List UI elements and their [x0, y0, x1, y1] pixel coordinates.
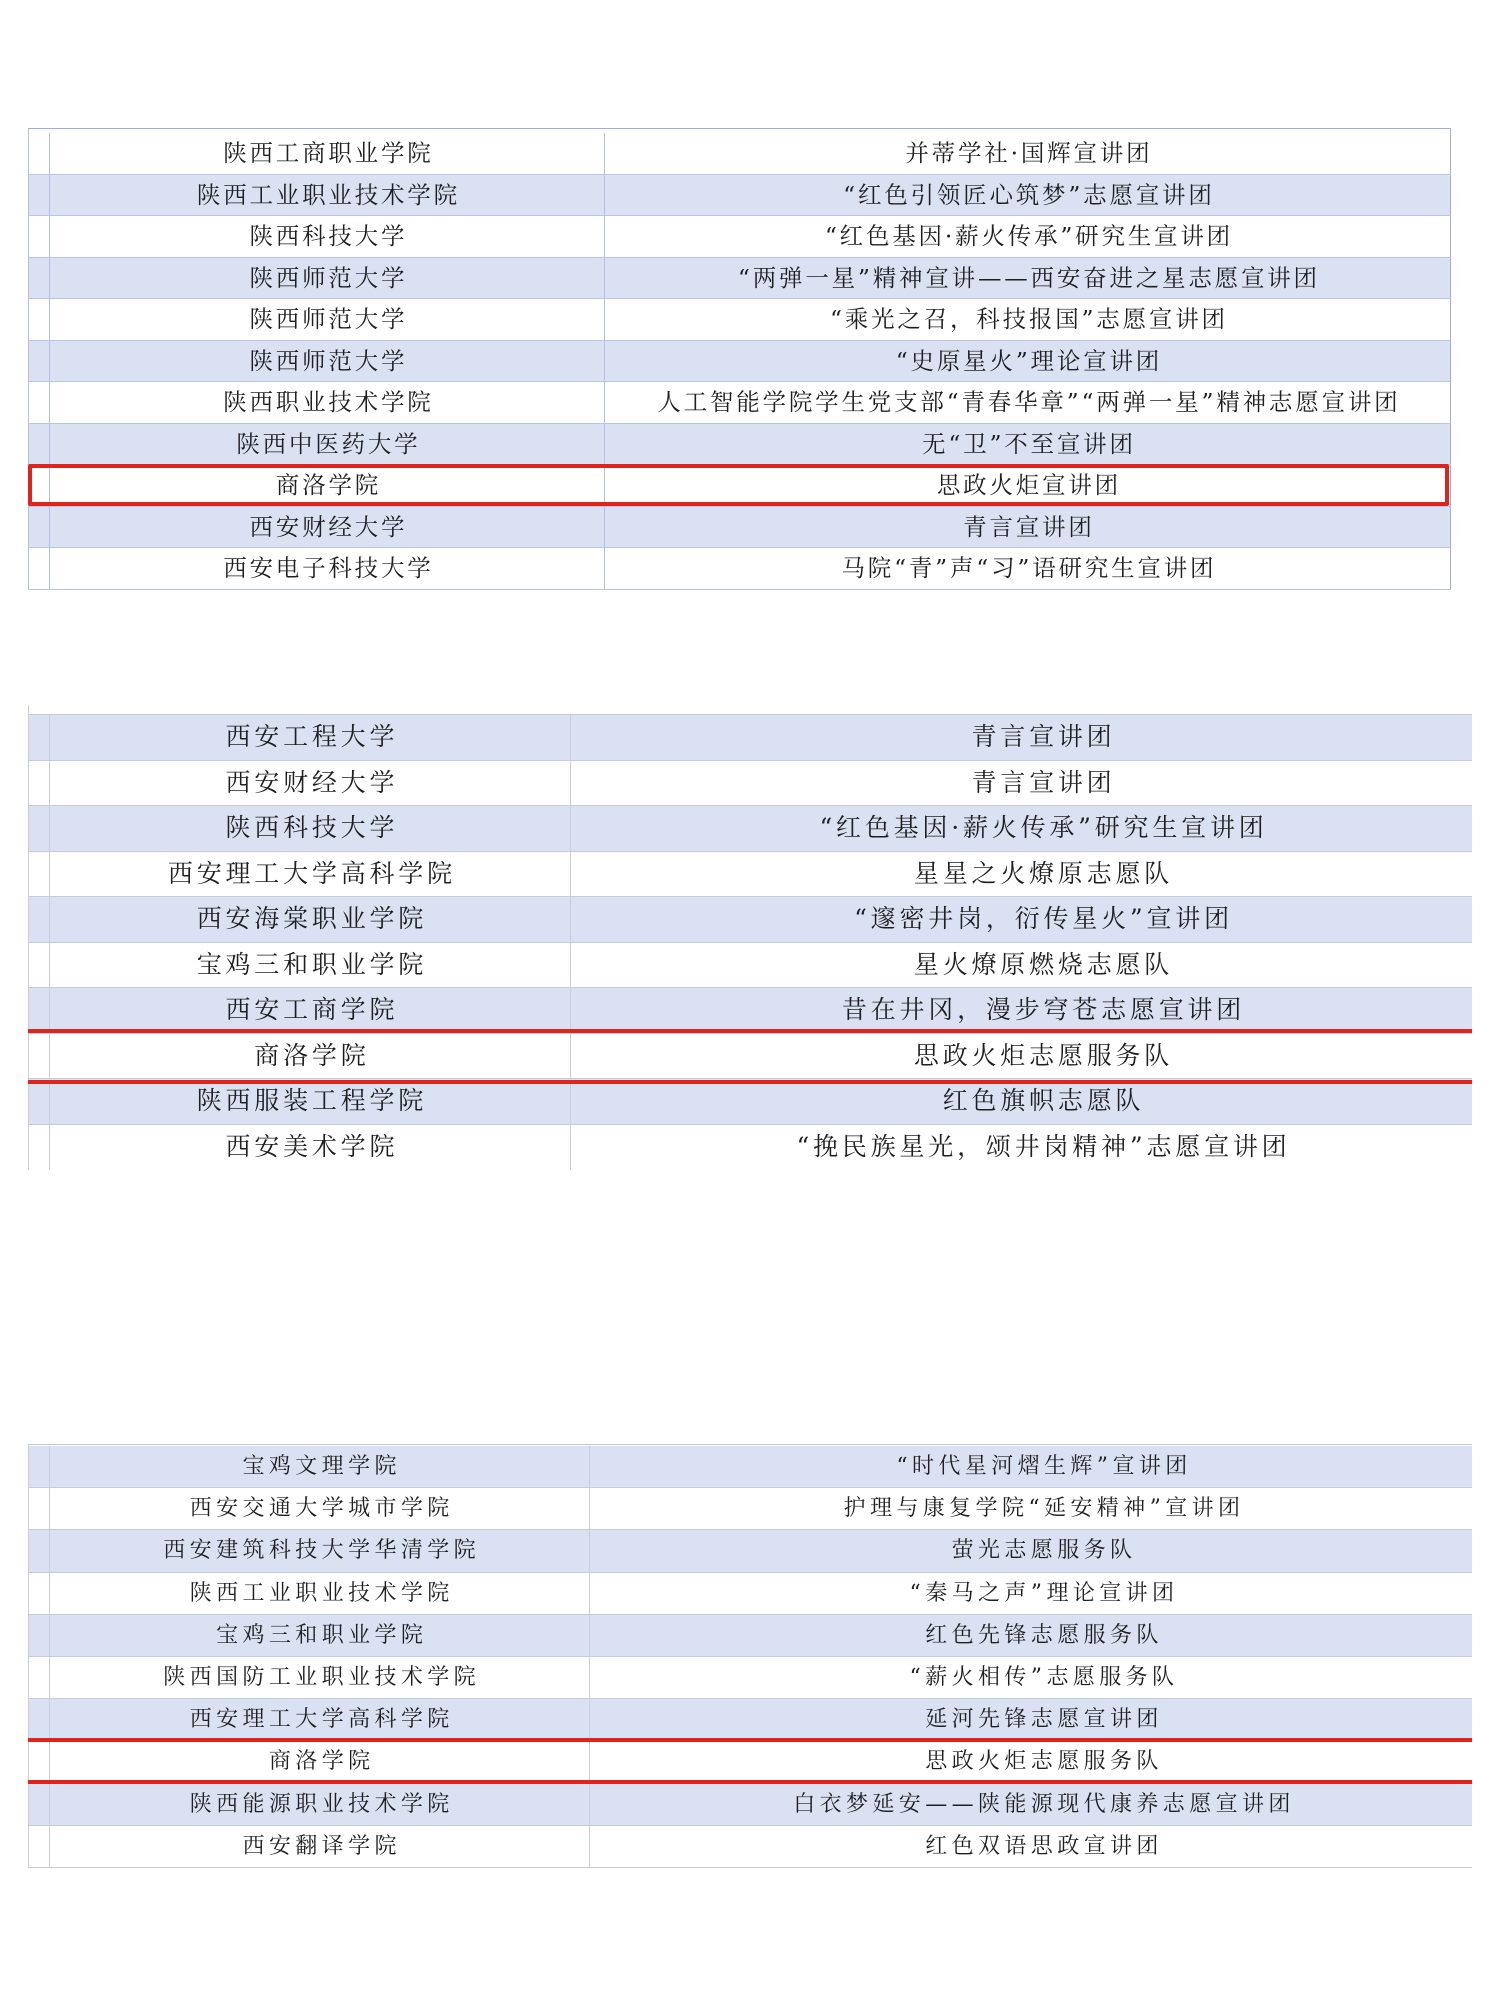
team-cell: “秦马之声”理论宣讲团	[589, 1573, 1472, 1614]
row-marker-cell	[28, 806, 49, 851]
school-cell: 陕西工业职业技术学院	[49, 175, 604, 216]
row-marker-cell	[28, 258, 49, 299]
team-cell: 青言宣讲团	[570, 715, 1472, 760]
table-row	[28, 133, 1451, 175]
table-row	[28, 424, 1451, 466]
row-marker-cell	[28, 943, 49, 988]
table-row	[28, 988, 1472, 1034]
school-cell: 商洛学院	[49, 1034, 570, 1079]
school-cell: 西安理工大学高科学院	[49, 852, 570, 897]
row-marker-cell	[28, 175, 49, 216]
school-cell: 西安翻译学院	[49, 1826, 589, 1867]
school-cell: 陕西师范大学	[49, 258, 604, 299]
school-cell: 商洛学院	[49, 465, 604, 506]
row-marker-cell	[28, 1034, 49, 1079]
team-cell: 红色旗帜志愿队	[570, 1079, 1472, 1124]
team-cell: 无“卫”不至宣讲团	[604, 424, 1451, 465]
team-cell: “乘光之召，科技报国”志愿宣讲团	[604, 299, 1451, 340]
table-row	[28, 1784, 1472, 1826]
row-marker-cell	[28, 1488, 49, 1529]
team-cell: 白衣梦延安——陕能源现代康养志愿宣讲团	[589, 1784, 1472, 1825]
school-cell: 陕西师范大学	[49, 299, 604, 340]
table-row	[28, 1125, 1472, 1171]
team-cell: 延河先锋志愿宣讲团	[589, 1699, 1472, 1740]
highlight-line	[28, 1780, 1472, 1784]
team-cell: “薪火相传”志愿服务队	[589, 1657, 1472, 1698]
row-marker-cell	[28, 1826, 49, 1867]
table-row	[28, 1699, 1472, 1741]
table-row	[28, 943, 1472, 989]
highlight-box	[28, 464, 1449, 506]
table-3	[28, 1444, 1472, 1868]
table-row	[28, 852, 1472, 898]
school-cell: 西安理工大学高科学院	[49, 1699, 589, 1740]
table-row	[28, 299, 1451, 341]
row-marker-cell	[28, 133, 49, 174]
table-row	[28, 1573, 1472, 1615]
team-cell: 护理与康复学院“延安精神”宣讲团	[589, 1488, 1472, 1529]
school-cell: 陕西中医药大学	[49, 424, 604, 465]
school-cell: 西安工程大学	[49, 715, 570, 760]
table-row	[28, 1446, 1472, 1488]
school-cell: 陕西服装工程学院	[49, 1079, 570, 1124]
table-row	[28, 258, 1451, 300]
row-marker-cell	[28, 761, 49, 806]
table-top-edge	[28, 705, 1472, 715]
row-marker-cell	[28, 1784, 49, 1825]
team-cell: 人工智能学院学生党支部“青春华章”“两弹一星”精神志愿宣讲团	[604, 382, 1451, 423]
team-cell: “红色引领匠心筑梦”志愿宣讲团	[604, 175, 1451, 216]
highlight-line	[28, 1080, 1472, 1084]
row-marker-cell	[28, 1079, 49, 1124]
team-cell: “红色基因·薪火传承”研究生宣讲团	[604, 216, 1451, 257]
table-row	[28, 1657, 1472, 1699]
school-cell: 陕西工商职业学院	[49, 133, 604, 174]
school-cell: 陕西师范大学	[49, 341, 604, 382]
team-cell: “挽民族星光，颂井岗精神”志愿宣讲团	[570, 1125, 1472, 1171]
table-row	[28, 1826, 1472, 1868]
row-marker-cell	[28, 1741, 49, 1782]
team-cell: 青言宣讲团	[604, 507, 1451, 548]
table-row	[28, 216, 1451, 258]
school-cell: 西安美术学院	[49, 1125, 570, 1171]
school-cell: 宝鸡文理学院	[49, 1446, 589, 1487]
row-marker-cell	[28, 299, 49, 340]
team-cell: 思政火炬宣讲团	[604, 465, 1451, 506]
school-cell: 宝鸡三和职业学院	[49, 1615, 589, 1656]
row-marker-cell	[28, 1530, 49, 1571]
row-marker-cell	[28, 507, 49, 548]
school-cell: 陕西能源职业技术学院	[49, 1784, 589, 1825]
row-marker-cell	[28, 1125, 49, 1171]
school-cell: 陕西职业技术学院	[49, 382, 604, 423]
school-cell: 西安财经大学	[49, 507, 604, 548]
team-cell: “红色基因·薪火传承”研究生宣讲团	[570, 806, 1472, 851]
school-cell: 商洛学院	[49, 1741, 589, 1782]
table-row	[28, 175, 1451, 217]
school-cell: 西安建筑科技大学华清学院	[49, 1530, 589, 1571]
team-cell: 昔在井冈，漫步穹苍志愿宣讲团	[570, 988, 1472, 1033]
row-marker-cell	[28, 216, 49, 257]
school-cell: 陕西工业职业技术学院	[49, 1573, 589, 1614]
table-row	[28, 507, 1451, 549]
school-cell: 西安财经大学	[49, 761, 570, 806]
table-row	[28, 1034, 1472, 1080]
row-marker-cell	[28, 1615, 49, 1656]
team-cell: “邃密井岗，衍传星火”宣讲团	[570, 897, 1472, 942]
table-row	[28, 761, 1472, 807]
team-cell: “两弹一星”精神宣讲——西安奋进之星志愿宣讲团	[604, 258, 1451, 299]
highlight-line	[28, 1738, 1472, 1742]
school-cell: 陕西科技大学	[49, 806, 570, 851]
table-2	[28, 705, 1472, 1170]
team-cell: “史原星火”理论宣讲团	[604, 341, 1451, 382]
table-row	[28, 1615, 1472, 1657]
row-marker-cell	[28, 548, 49, 589]
school-cell: 西安海棠职业学院	[49, 897, 570, 942]
team-cell: 星星之火燎原志愿队	[570, 852, 1472, 897]
table-row	[28, 341, 1451, 383]
school-cell: 西安电子科技大学	[49, 548, 604, 589]
team-cell: 马院“青”声“习”语研究生宣讲团	[604, 548, 1451, 589]
team-cell: 思政火炬志愿服务队	[570, 1034, 1472, 1079]
table-row	[28, 806, 1472, 852]
table-row	[28, 382, 1451, 424]
team-cell: 青言宣讲团	[570, 761, 1472, 806]
school-cell: 西安交通大学城市学院	[49, 1488, 589, 1529]
team-cell: 并蒂学社·国辉宣讲团	[604, 133, 1451, 174]
team-cell: 红色先锋志愿服务队	[589, 1615, 1472, 1656]
table-row	[28, 1741, 1472, 1783]
row-marker-cell	[28, 341, 49, 382]
row-marker-cell	[28, 1657, 49, 1698]
row-marker-cell	[28, 852, 49, 897]
team-cell: 萤光志愿服务队	[589, 1530, 1472, 1571]
table-row	[28, 1488, 1472, 1530]
table-1	[28, 128, 1451, 590]
row-marker-cell	[28, 1446, 49, 1487]
team-cell: 思政火炬志愿服务队	[589, 1741, 1472, 1782]
school-cell: 陕西国防工业职业技术学院	[49, 1657, 589, 1698]
table-row	[28, 1079, 1472, 1125]
table-row	[28, 715, 1472, 761]
row-marker-cell	[28, 424, 49, 465]
row-marker-cell	[28, 1573, 49, 1614]
highlight-line	[28, 1029, 1472, 1033]
table-row	[28, 1530, 1472, 1572]
team-cell: 星火燎原燃烧志愿队	[570, 943, 1472, 988]
row-marker-cell	[28, 1699, 49, 1740]
school-cell: 陕西科技大学	[49, 216, 604, 257]
row-marker-cell	[28, 897, 49, 942]
row-marker-cell	[28, 715, 49, 760]
team-cell: “时代星河熠生辉”宣讲团	[589, 1446, 1472, 1487]
row-marker-cell	[28, 988, 49, 1033]
school-cell: 西安工商学院	[49, 988, 570, 1033]
school-cell: 宝鸡三和职业学院	[49, 943, 570, 988]
table-row	[28, 548, 1451, 590]
row-marker-cell	[28, 382, 49, 423]
table-row	[28, 897, 1472, 943]
team-cell: 红色双语思政宣讲团	[589, 1826, 1472, 1867]
